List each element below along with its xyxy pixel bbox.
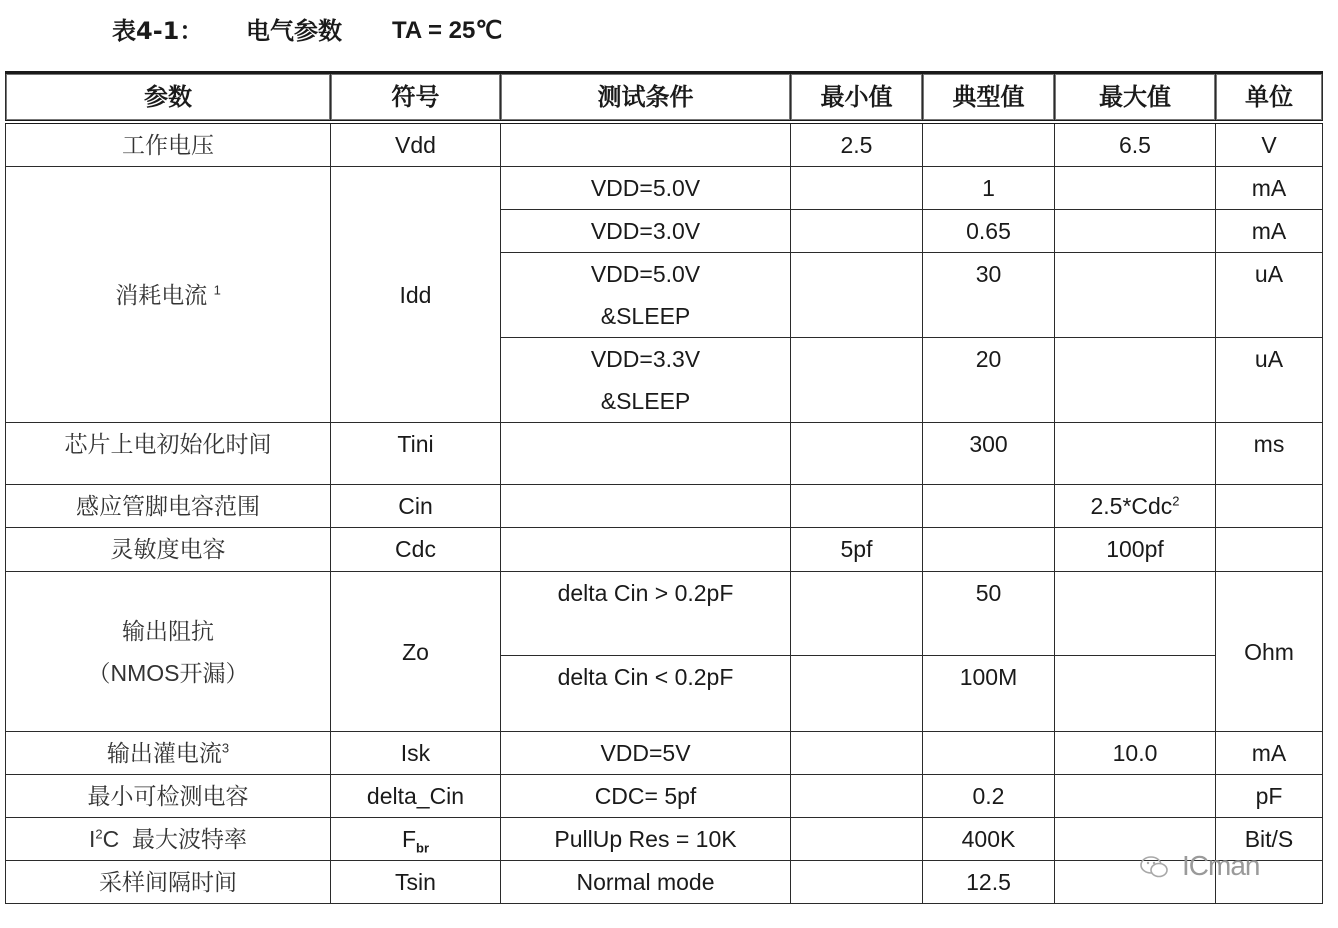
typ-cell: 12.5	[923, 861, 1055, 904]
symbol-cell: Cin	[331, 485, 501, 528]
typ-cell	[923, 122, 1055, 167]
caption-condition: TA = 25℃	[392, 17, 503, 44]
unit-cell: mA	[1216, 732, 1323, 775]
typ-cell	[923, 528, 1055, 572]
typ-cell: 100M	[923, 656, 1055, 732]
unit-cell: ms	[1216, 423, 1323, 485]
table-row	[6, 423, 1323, 485]
watermark	[1140, 850, 1259, 890]
max-cell: 10.0	[1055, 732, 1216, 775]
condition-line: VDD=5.0V	[590, 261, 701, 287]
table-row	[6, 775, 1323, 818]
footnote-mark: 1	[213, 281, 221, 297]
unit-cell: pF	[1216, 775, 1323, 818]
max-cell: 100pf	[1055, 528, 1216, 572]
condition-line: &SLEEP	[600, 303, 691, 329]
condition-cell	[501, 253, 791, 338]
symbol-cell: Cdc	[331, 528, 501, 572]
unit-cell: mA	[1216, 210, 1323, 253]
param-line: （NMOS开漏）	[87, 659, 249, 686]
symbol-cell: Idd	[331, 167, 501, 423]
min-cell: 2.5	[791, 122, 923, 167]
param-cell: 感应管脚电容范围	[6, 485, 331, 528]
unit-cell: V	[1216, 122, 1323, 167]
min-cell	[791, 423, 923, 485]
max-cell	[1055, 210, 1216, 253]
min-cell	[791, 253, 923, 338]
param-cell: 灵敏度电容	[6, 528, 331, 572]
unit-cell	[1216, 485, 1323, 528]
typ-cell: 300	[923, 423, 1055, 485]
table-row	[6, 572, 1323, 656]
condition-line: VDD=3.3V	[590, 346, 701, 372]
max-cell	[1055, 656, 1216, 732]
min-cell	[791, 861, 923, 904]
min-cell	[791, 775, 923, 818]
typ-cell: 20	[923, 338, 1055, 423]
condition-cell: PullUp Res = 10K	[501, 818, 791, 861]
typ-cell: 0.2	[923, 775, 1055, 818]
condition-cell	[501, 423, 791, 485]
symbol-cell: delta_Cin	[331, 775, 501, 818]
symbol-cell	[331, 818, 501, 861]
param-cell	[6, 167, 331, 423]
param-cell: 芯片上电初始化时间	[6, 423, 331, 485]
unit-cell	[1216, 528, 1323, 572]
min-cell	[791, 818, 923, 861]
param-cell	[6, 818, 331, 861]
condition-cell	[501, 528, 791, 572]
param-cell: 最小可检测电容	[6, 775, 331, 818]
symbol-cell: Zo	[331, 572, 501, 732]
table-row	[6, 528, 1323, 572]
max-cell	[1055, 423, 1216, 485]
max-cell	[1055, 572, 1216, 656]
min-cell: 5pf	[791, 528, 923, 572]
condition-cell: VDD=5.0V	[501, 167, 791, 210]
param-prefix: I	[88, 826, 96, 852]
watermark-text: ICman	[1182, 850, 1260, 881]
typ-cell	[923, 732, 1055, 775]
condition-cell: Normal mode	[501, 861, 791, 904]
footnote-mark: 3	[221, 740, 230, 756]
header-param: 参数	[6, 73, 331, 123]
condition-cell: VDD=3.0V	[501, 210, 791, 253]
max-cell	[1055, 253, 1216, 338]
condition-cell: VDD=5V	[501, 732, 791, 775]
symbol-subscript: br	[416, 840, 430, 856]
header-max: 最大值	[1055, 73, 1216, 123]
wechat-icon	[1140, 853, 1168, 875]
typ-cell	[923, 485, 1055, 528]
header-symbol: 符号	[331, 73, 501, 123]
max-cell	[1055, 775, 1216, 818]
unit-cell: uA	[1216, 338, 1323, 423]
unit-cell: uA	[1216, 253, 1323, 338]
symbol-cell: Vdd	[331, 122, 501, 167]
max-cell	[1055, 167, 1216, 210]
header-row	[6, 73, 1323, 123]
typ-cell: 400K	[923, 818, 1055, 861]
param-text: 输出灌电流	[106, 740, 222, 766]
min-cell	[791, 656, 923, 732]
symbol-cell: Tini	[331, 423, 501, 485]
caption-number: 表4-1：	[112, 17, 204, 45]
param-superscript: 2	[95, 826, 103, 842]
condition-cell	[501, 122, 791, 167]
typ-cell: 30	[923, 253, 1055, 338]
symbol-text: F	[401, 826, 417, 852]
param-cell	[6, 732, 331, 775]
table-row	[6, 818, 1323, 861]
param-text: C 最大波特率	[102, 826, 247, 852]
header-condition: 测试条件	[501, 73, 791, 123]
max-cell	[1055, 338, 1216, 423]
unit-cell: Bit/S	[1216, 818, 1323, 861]
table-row	[6, 122, 1323, 167]
unit-cell: mA	[1216, 167, 1323, 210]
condition-line: &SLEEP	[600, 388, 691, 414]
param-cell: 工作电压	[6, 122, 331, 167]
condition-cell: delta Cin < 0.2pF	[501, 656, 791, 732]
min-cell	[791, 732, 923, 775]
table-row	[6, 861, 1323, 904]
caption-title: 电气参数	[246, 17, 342, 45]
condition-cell: CDC= 5pf	[501, 775, 791, 818]
condition-cell: delta Cin > 0.2pF	[501, 572, 791, 656]
condition-cell	[501, 338, 791, 423]
min-cell	[791, 167, 923, 210]
param-cell	[6, 572, 331, 732]
max-text: 2.5*Cdc	[1090, 493, 1173, 519]
footnote-mark: 2	[1172, 493, 1180, 509]
typ-cell: 0.65	[923, 210, 1055, 253]
max-cell	[1055, 485, 1216, 528]
max-cell: 6.5	[1055, 122, 1216, 167]
param-line: 输出阻抗	[122, 617, 214, 644]
condition-cell	[501, 485, 791, 528]
min-cell	[791, 338, 923, 423]
typ-cell: 50	[923, 572, 1055, 656]
unit-cell: Ohm	[1216, 572, 1323, 732]
header-min: 最小值	[791, 73, 923, 123]
min-cell	[791, 210, 923, 253]
symbol-cell: Tsin	[331, 861, 501, 904]
table-row	[6, 732, 1323, 775]
min-cell	[791, 572, 923, 656]
header-typ: 典型值	[923, 73, 1055, 123]
table-row	[6, 167, 1323, 210]
param-text: 消耗电流	[115, 281, 208, 308]
electrical-parameters-table	[5, 71, 1323, 904]
table-row	[6, 485, 1323, 528]
header-unit: 单位	[1216, 73, 1323, 123]
param-cell: 采样间隔时间	[6, 861, 331, 904]
min-cell	[791, 485, 923, 528]
typ-cell: 1	[923, 167, 1055, 210]
symbol-cell: Isk	[331, 732, 501, 775]
